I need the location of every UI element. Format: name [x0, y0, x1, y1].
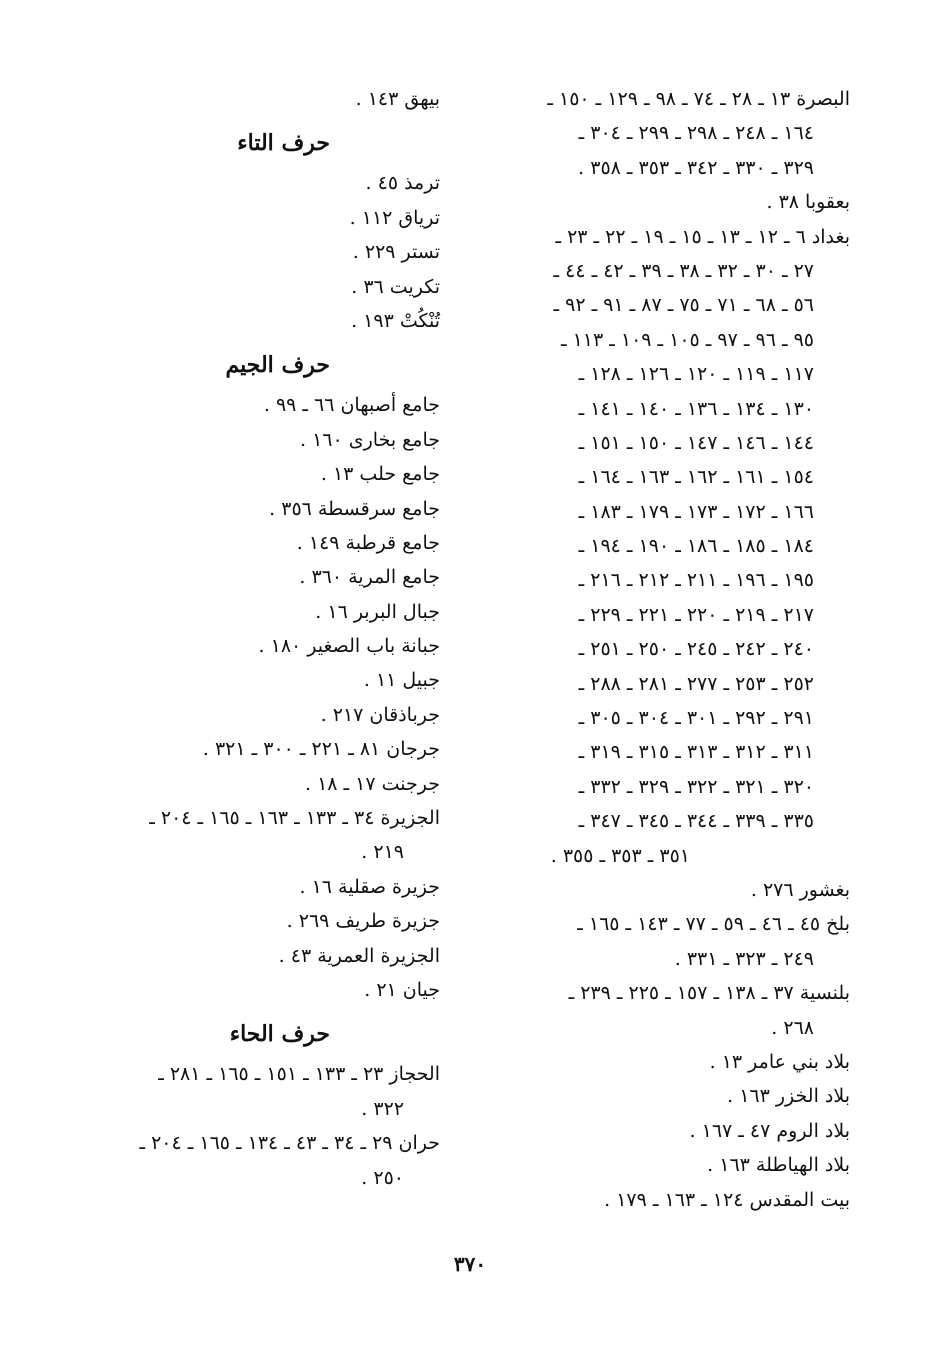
- index-entry: جامع أصبهان ٦٦ ـ ٩٩ .: [263, 394, 440, 417]
- index-entry-continuation: ٣٢٩ ـ ٣٣٠ ـ ٣٤٢ ـ ٣٥٣ ـ ٣٥٨ .: [578, 156, 814, 179]
- index-entry-continuation: ٢٧ ـ ٣٠ ـ ٣٢ ـ ٣٨ ـ ٣٩ ـ ٤٢ ـ ٤٤ ـ: [553, 259, 814, 282]
- index-entry: جزيرة طريف ٢٦٩ .: [286, 910, 440, 933]
- index-entry: جبانة باب الصغير ١٨٠ .: [258, 635, 440, 658]
- index-entry-continuation: ٢٤٠ ـ ٢٤٢ ـ ٢٤٥ ـ ٢٥٠ ـ ٢٥١ ـ: [578, 638, 814, 661]
- index-entry: البصرة ١٣ ـ ٢٨ ـ ٧٤ ـ ٩٨ ـ ١٢٩ ـ ١٥٠ ـ: [547, 88, 850, 110]
- index-entry: الجزيرة العمرية ٤٣ .: [278, 944, 440, 967]
- index-entry-continuation: ١٨٤ ـ ١٨٥ ـ ١٨٦ ـ ١٩٠ ـ ١٩٤ ـ: [578, 535, 814, 558]
- index-entry: بلنسية ٣٧ ـ ١٣٨ ـ ١٥٧ ـ ٢٢٥ ـ ٢٣٩ ـ: [568, 982, 850, 1005]
- index-entry-continuation: ٢١٧ ـ ٢١٩ ـ ٢٢٠ ـ ٢٢١ ـ ٢٢٩ ـ: [578, 603, 814, 626]
- index-entry: جامع بخارى ١٦٠ .: [299, 428, 440, 451]
- index-entry: جامع سرقسطة ٣٥٦ .: [269, 497, 440, 520]
- index-entry-continuation: ٥٦ ـ ٦٨ ـ ٧١ ـ ٧٥ ـ ٨٧ ـ ٩١ ـ ٩٢ ـ: [553, 294, 814, 317]
- index-entry-continuation: ٣٢٢ .: [361, 1097, 404, 1120]
- section-heading-ta: حرف التاء: [237, 130, 330, 157]
- index-entry: الحجاز ٢٣ ـ ١٣٣ ـ ١٥١ ـ ١٦٥ ـ ٢٨١ ـ: [158, 1063, 440, 1086]
- index-entry-continuation: ٢٤٩ ـ ٣٢٣ ـ ٣٣١ .: [674, 947, 814, 970]
- index-entry-continuation: ١٤٤ ـ ١٤٦ ـ ١٤٧ ـ ١٥٠ ـ ١٥١ ـ: [578, 431, 814, 454]
- index-entry-continuation: ١٣٠ ـ ١٣٤ ـ ١٣٦ ـ ١٤٠ ـ ١٤١ ـ: [578, 397, 814, 420]
- index-entry: جبال البربر ١٦ .: [315, 600, 440, 623]
- index-entry: جرباذقان ٢١٧ .: [320, 703, 440, 726]
- index-entry: بلاد بني عامر ١٣ .: [709, 1050, 850, 1073]
- index-entry-continuation: ٣٢٠ ـ ٣٢١ ـ ٣٢٢ ـ ٣٢٩ ـ ٣٣٢ ـ: [578, 775, 814, 798]
- index-entry: ترياق ١١٢ .: [349, 206, 440, 229]
- index-entry: بلاد الخزر ١٦٣ .: [727, 1085, 850, 1108]
- index-entry-continuation: ١٦٤ ـ ٢٤٨ ـ ٢٩٨ ـ ٢٩٩ ـ ٣٠٤ ـ: [578, 122, 814, 145]
- index-entry: جبيل ١١ .: [363, 669, 440, 692]
- page-number: ٣٧٠: [453, 1252, 487, 1276]
- index-entry: تكريت ٣٦ .: [351, 275, 440, 298]
- index-entry: بيت المقدس ١٢٤ ـ ١٦٣ ـ ١٧٩ .: [604, 1188, 850, 1211]
- index-entry-continuation: ١٦٦ ـ ١٧٢ ـ ١٧٣ ـ ١٧٩ ـ ١٨٣ ـ: [578, 500, 814, 523]
- index-entry-continuation: ٢٥٢ ـ ٢٥٣ ـ ٢٧٧ ـ ٢٨١ ـ ٢٨٨ ـ: [578, 672, 814, 695]
- index-entry: بلاد الروم ٤٧ ـ ١٦٧ .: [689, 1119, 850, 1142]
- index-entry-continuation: ٣١١ ـ ٣١٢ ـ ٣١٣ ـ ٣١٥ ـ ٣١٩ ـ: [578, 741, 814, 764]
- index-entry: جزيرة صقلية ١٦ .: [299, 875, 440, 898]
- index-entry-continuation: ٢٩١ ـ ٢٩٢ ـ ٣٠١ ـ ٣٠٤ ـ ٣٠٥ ـ: [578, 707, 814, 730]
- index-entry-continuation: ٩٥ ـ ٩٦ ـ ٩٧ ـ ١٠٥ ـ ١٠٩ ـ ١١٣ ـ: [560, 328, 814, 351]
- index-entry: بغداد ٦ ـ ١٢ ـ ١٣ ـ ١٥ ـ ١٩ ـ ٢٢ ـ ٢٣ ـ: [555, 225, 850, 248]
- index-entry-continuation: ٣٣٥ ـ ٣٣٩ ـ ٣٤٤ ـ ٣٤٥ ـ ٣٤٧ ـ: [578, 810, 814, 833]
- index-entry: بعقوبا ٣٨ .: [766, 191, 850, 214]
- index-entry: الجزيرة ٣٤ ـ ١٣٣ ـ ١٦٣ ـ ١٦٥ ـ ٢٠٤ ـ: [149, 807, 440, 830]
- index-entry: ترمذ ٤٥ .: [365, 172, 440, 195]
- index-entry-continuation: ٢١٩ .: [361, 841, 404, 864]
- index-entry: بغشور ٢٧٦ .: [750, 878, 850, 901]
- index-column-right: [490, 82, 850, 1217]
- index-column-left: [88, 82, 440, 1195]
- index-entry-continuation: ٢٥٠ .: [361, 1166, 404, 1189]
- index-entry: بلخ ٤٥ ـ ٤٦ ـ ٥٩ ـ ٧٧ ـ ١٤٣ ـ ١٦٥ ـ: [577, 913, 850, 936]
- index-entry: جامع قرطبة ١٤٩ .: [296, 531, 440, 554]
- index-entry: جرجنت ١٧ ـ ١٨ .: [305, 772, 440, 795]
- index-entry: تُنْكُتْ ١٩٣ .: [351, 309, 440, 332]
- index-entry-continuation: ١٥٤ ـ ١٦١ ـ ١٦٢ ـ ١٦٣ ـ ١٦٤ ـ: [578, 466, 814, 489]
- index-entry: جرجان ٨١ ـ ٢٢١ ـ ٣٠٠ ـ ٣٢١ .: [202, 738, 440, 761]
- section-heading-ha: حرف الحاء: [229, 1021, 330, 1048]
- index-entry-continuation: ٣٥١ ـ ٣٥٣ ـ ٣٥٥ .: [550, 844, 690, 867]
- index-entry-continuation: ١١٧ ـ ١١٩ ـ ١٢٠ ـ ١٢٦ ـ ١٢٨ ـ: [578, 363, 814, 386]
- index-entry: تستر ٢٢٩ .: [352, 241, 440, 264]
- index-entry-continuation: ١٩٥ ـ ١٩٦ ـ ٢١١ ـ ٢١٢ ـ ٢١٦ ـ: [578, 569, 814, 592]
- index-entry: جامع المرية ٣٦٠ .: [299, 566, 440, 589]
- index-entry: بلاد الهياطلة ١٦٣ .: [707, 1154, 850, 1177]
- index-entry: بيهق ١٤٣ .: [355, 88, 440, 110]
- index-entry: جامع حلب ١٣ .: [320, 463, 440, 486]
- section-heading-jim: حرف الجيم: [225, 352, 330, 379]
- index-entry-continuation: ٢٦٨ .: [771, 1016, 814, 1039]
- index-entry: جيان ٢١ .: [364, 978, 440, 1001]
- index-entry: حران ٢٩ ـ ٣٤ ـ ٤٣ ـ ١٣٤ ـ ١٦٥ ـ ٢٠٤ ـ: [139, 1132, 440, 1155]
